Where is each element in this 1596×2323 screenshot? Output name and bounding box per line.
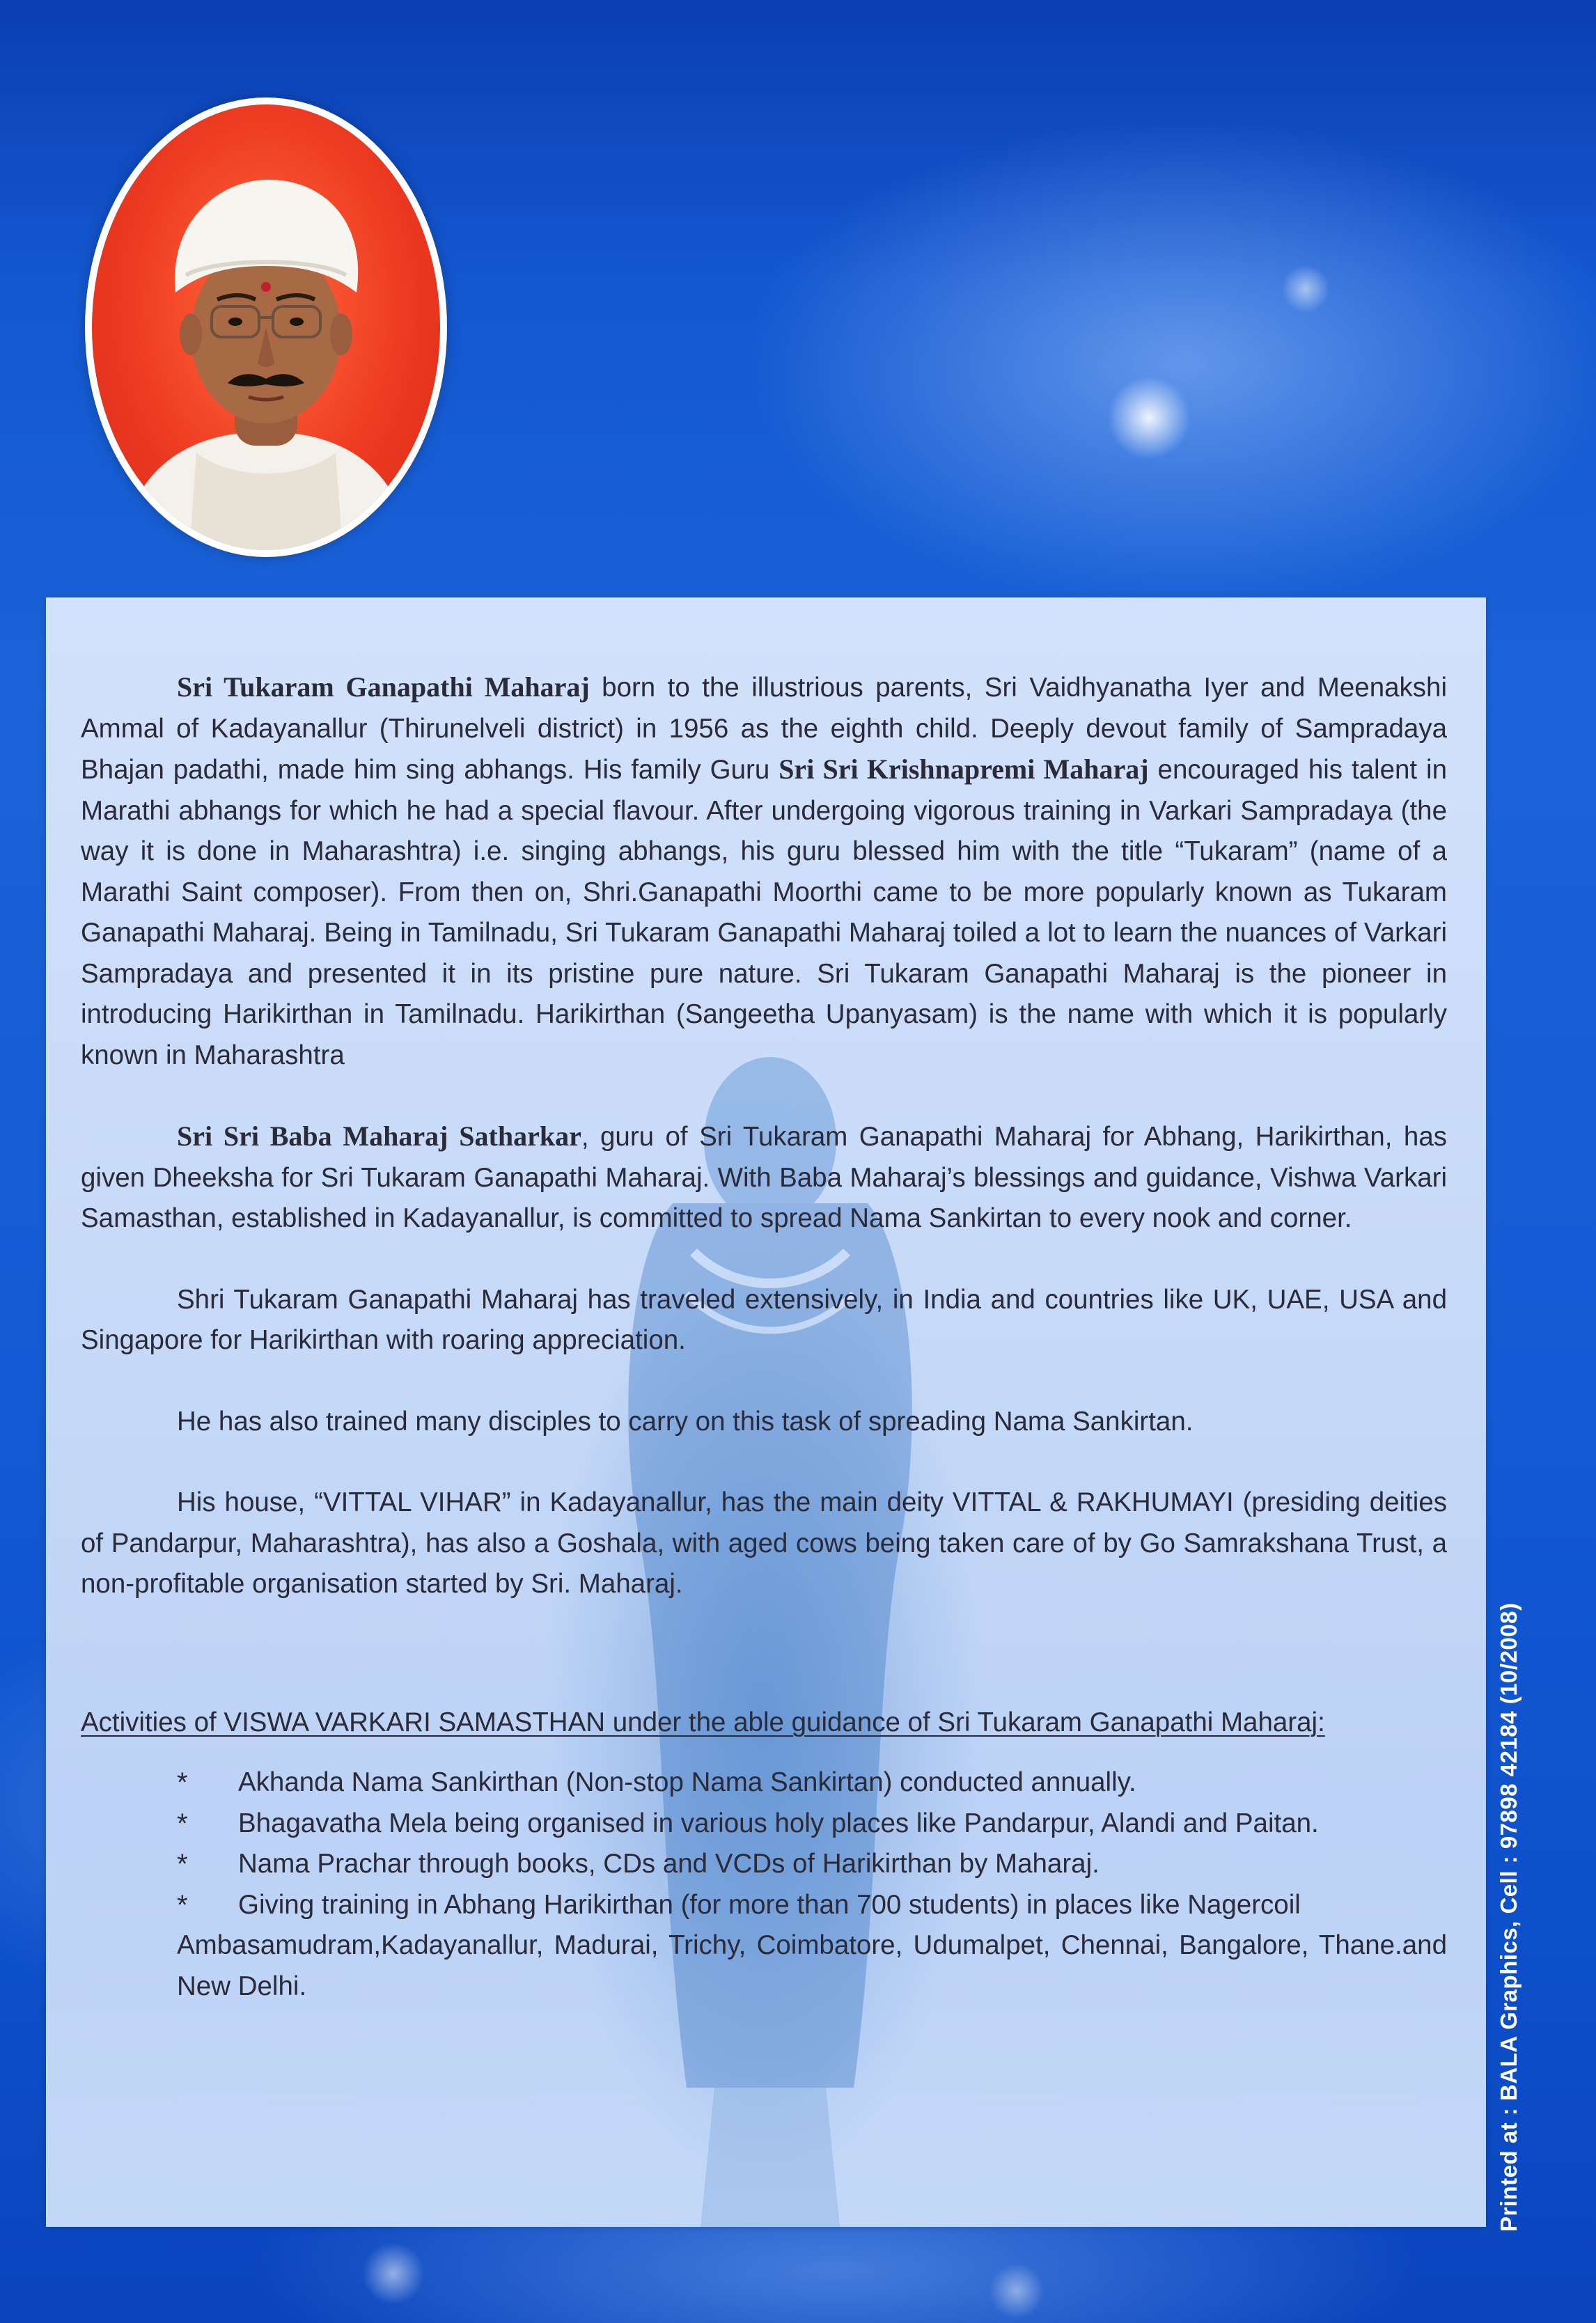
- bio-text: , guru of Sri Tukaram Ganapathi Maharaj for Abhang, Harikirthan, has given Dheeksha for Sri Tukaram Ganapathi Maharaj. With Baba Maharaj’s blessings and guidance, Vishwa Varkari Samasthan, established in Kadayanallur, is committed to spread Nama Sankirtan to every nook and corner.: [81, 1122, 1447, 1233]
- biography-text: [81, 667, 1447, 2007]
- bullet-star-icon: *: [177, 1767, 188, 1798]
- name-sri-tukaram-ganapathi-maharaj: Sri Tukaram Ganapathi Maharaj: [177, 671, 590, 703]
- list-item: [81, 1804, 1447, 1845]
- bullet-star-icon: *: [177, 1889, 188, 1921]
- list-item-text: Bhagavatha Mela being organised in various holy places like Pandarpur, Alandi and Paitan.: [238, 1808, 1319, 1838]
- list-item-text: Akhanda Nama Sankirthan (Non-stop Nama Sankirtan) conducted annually.: [238, 1767, 1136, 1797]
- printer-credit: Printed at : BALA Graphics, Cell : 97898 42184 (10/2008): [1496, 1602, 1521, 2232]
- list-item: [81, 1844, 1447, 1885]
- bio-paragraph-2: [81, 1116, 1447, 1239]
- name-sri-sri-baba-maharaj-satharkar: Sri Sri Baba Maharaj Satharkar: [177, 1120, 581, 1152]
- bio-paragraph-5: His house, “VITTAL VIHAR” in Kadayanallur, has the main deity VITTAL & RAKHUMAYI (presiding deities of Pandarpur, Maharashtra), has also a Goshala, with aged cows being taken care of by Go Samrakshana Trust, a non-profitable organisation started by Sri. Maharaj.: [81, 1487, 1447, 1599]
- name-sri-sri-krishnapremi-maharaj: Sri Sri Krishnapremi Maharaj: [779, 753, 1149, 785]
- list-item: [81, 1885, 1447, 2008]
- list-item: [81, 1762, 1447, 1804]
- sparkle: [1281, 265, 1330, 313]
- portrait-frame: [85, 97, 447, 557]
- bio-text: born to the illustrious parents, Sri Vaidhyanatha Iyer and Meenakshi Ammal of Kadayanallur (Thirunelveli district) in 1956 as the eighth child. Deeply devout family of Sampradaya Bhajan padathi, made him sing abhangs. His family Guru: [81, 673, 1447, 785]
- spacer: [81, 1361, 1447, 1402]
- sparkle: [989, 2263, 1045, 2319]
- bullet-star-icon: *: [177, 1808, 188, 1839]
- portrait-photo: [92, 104, 440, 550]
- bullet-star-icon: *: [177, 1849, 188, 1879]
- bio-paragraph-4: He has also trained many disciples to carry on this task of spreading Nama Sankirtan.: [177, 1406, 1194, 1437]
- sparkle: [1107, 376, 1191, 460]
- activities-list: [81, 1762, 1447, 2007]
- spacer: [81, 1605, 1447, 1703]
- spacer: [81, 1239, 1447, 1280]
- list-item-text: Giving training in Abhang Harikirthan (for more than 700 students) in places like Nagercoil: [238, 1889, 1301, 1920]
- bio-text: encouraged his talent in Marathi abhangs for which he had a special flavour. After undergoing vigorous training in Varkari Sampradaya (the way it is done in Maharashtra) i.e. singing abhangs, his guru blessed him with the title “Tukaram” (name of a Marathi Saint composer). From then on, Shri.Ganapathi Moorthi came to be more popularly known as Tukaram Ganapathi Maharaj. Being in Tamilnadu, Sri Tukaram Ganapathi Maharaj toiled a lot to learn the nuances of Varkari Sampradaya and presented it in its pristine pure nature. Sri Tukaram Ganapathi Maharaj is the pioneer in introducing Harikirthan in Tamilnadu. Harikirthan (Sangeetha Upanyasam) is the name with which it is popularly known in Maharashtra: [81, 755, 1448, 1070]
- bio-paragraph-3: Shri Tukaram Ganapathi Maharaj has traveled extensively, in India and countries like UK, UAE, USA and Singapore for Harikirthan with roaring appreciation.: [81, 1284, 1447, 1355]
- spacer: [81, 1076, 1447, 1116]
- text-panel: [46, 597, 1486, 2227]
- sparkle: [362, 2242, 425, 2305]
- spacer: [81, 1442, 1447, 1483]
- list-item-text: Nama Prachar through books, CDs and VCDs of Harikirthan by Maharaj.: [238, 1849, 1100, 1879]
- activities-heading: Activities of VISWA VARKARI SAMASTHAN under the able guidance of Sri Tukaram Ganapathi Maharaj:: [81, 1707, 1325, 1737]
- portrait-photo-icon: [92, 104, 440, 550]
- list-item-text-continued: Ambasamudram,Kadayanallur, Madurai, Trichy, Coimbatore, Udumalpet, Chennai, Bangalore, Thane.and New Delhi.: [177, 1930, 1447, 2001]
- bio-paragraph-1: [81, 667, 1447, 1076]
